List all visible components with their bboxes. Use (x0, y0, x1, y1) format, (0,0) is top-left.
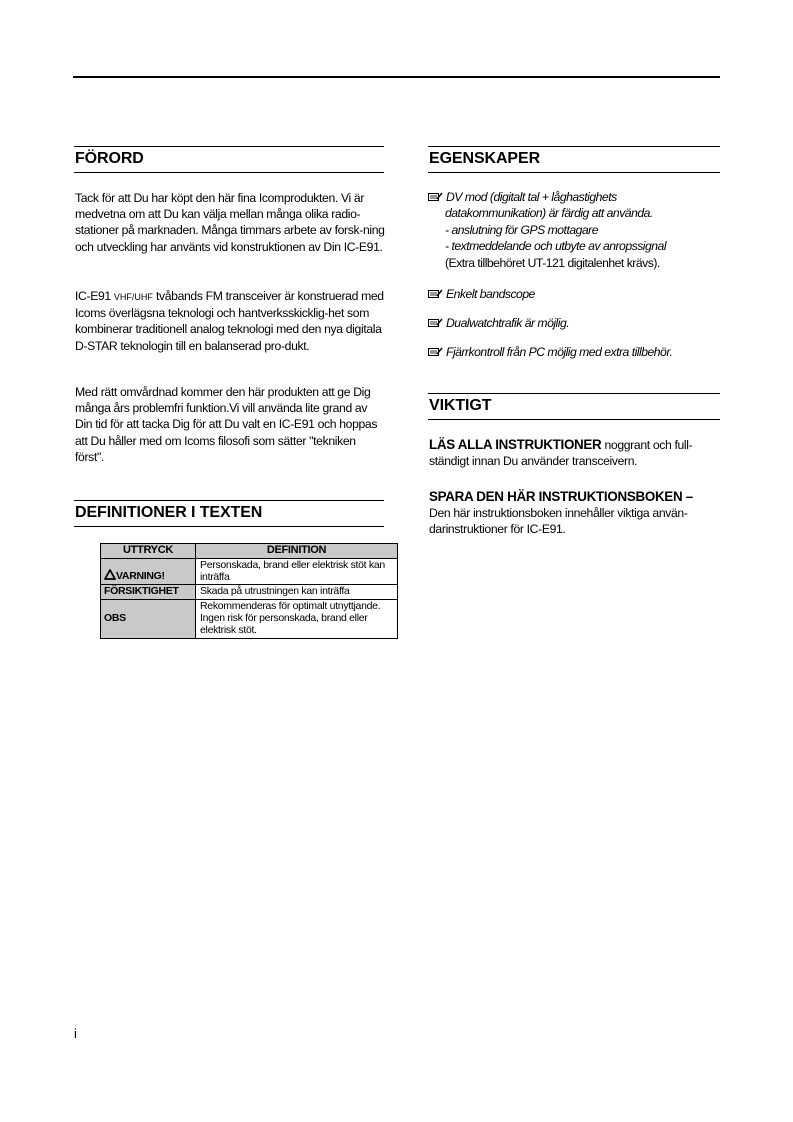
top-rule (73, 76, 720, 78)
foreword-heading: FÖRORD (74, 146, 384, 173)
features-heading: EGENSKAPER (428, 146, 720, 173)
table-row (101, 558, 398, 585)
pencil-note-icon (428, 316, 443, 325)
feature-item-remote-control: Fjärrkontroll från PC möjlig med extra tillbehör. (428, 344, 720, 360)
column-header-term: UTTRYCK (101, 544, 196, 559)
definition-cell: Skada på utrustningen kan inträffa (196, 585, 398, 600)
important-heading: VIKTIGT (428, 393, 720, 420)
definition-cell: Personskada, brand eller elektrisk stöt kan inträffa (196, 558, 398, 585)
pencil-note-icon (428, 345, 443, 354)
pencil-note-icon (428, 287, 443, 296)
save-instruction-book: SPARA DEN HÄR INSTRUKTIONSBOKEN – Den här instruktionsboken innehåller viktiga använ-darinstruktioner för IC-E91. (429, 489, 693, 537)
foreword-section (74, 146, 384, 173)
feature-item-dualwatch: Dualwatchtrafik är möjlig. (428, 315, 720, 331)
important-section (428, 393, 720, 420)
foreword-p2-text: tvåbands FM transceiver är konstruerad med Icoms överlägsna teknologi och hantverksskicklig-het som kombinerar traditionell analog teknologi med den nya digitala D-STAR teknologin till en balanserad pro-dukt. (75, 289, 384, 353)
model-name: IC-E91 (75, 289, 111, 303)
feature-item-dv-mode: DV mod (digitalt tal + låghastighets datakommunikation) är färdig att använda. - anslutning för GPS mottagare - textmeddelande och utbyte av anropssignal (Extra tillbehöret UT-121 digitalenhet krävs). (428, 189, 720, 271)
read-all-instructions: LÄS ALLA INSTRUKTIONER noggrant och full-ständigt innan Du använder transceivern. (429, 437, 693, 469)
definitions-section (74, 500, 384, 527)
page-number: i (74, 1026, 77, 1041)
term-cell-warning: VARNING! (101, 558, 196, 585)
definitions-heading: DEFINITIONER I TEXTEN (74, 500, 384, 527)
foreword-paragraph-3: Med rätt omvårdnad kommer den här produkten att ge Dig många års problemfri funktion.Vi vill använda lite grand av Din tid för att tacka Dig för att Du valt en IC-E91 och hoppas att Du håller med om Icoms filosofi som sätter "tekniken först". (75, 385, 378, 464)
foreword-paragraph-2 (75, 288, 385, 354)
table-row (101, 585, 398, 600)
warning-triangle-icon (104, 569, 116, 580)
table-row (101, 600, 398, 638)
term-cell-caution: FÖRSIKTIGHET (101, 585, 196, 600)
foreword-paragraph-1: Tack för att Du har köpt den här fina Icomprodukten. Vi är medvetna om att Du kan välja mellan många olika radio-stationer på marknaden. Många timmars arbete av forsk-ning och utveckling har använts vid konstruktionen av Din IC-E91. (75, 191, 385, 254)
column-header-definition: DEFINITION (196, 544, 398, 559)
pencil-note-icon (428, 190, 443, 199)
table-header-row (101, 544, 398, 559)
band-label: VHF/UHF (113, 292, 153, 302)
definitions-table (100, 543, 398, 639)
term-cell-note: OBS (101, 600, 196, 638)
definition-cell: Rekommenderas för optimalt utnyttjande. Ingen risk för personskada, brand eller elektrisk stöt. (196, 600, 398, 638)
feature-item-bandscope: Enkelt bandscope (428, 286, 720, 302)
features-section (428, 146, 720, 173)
